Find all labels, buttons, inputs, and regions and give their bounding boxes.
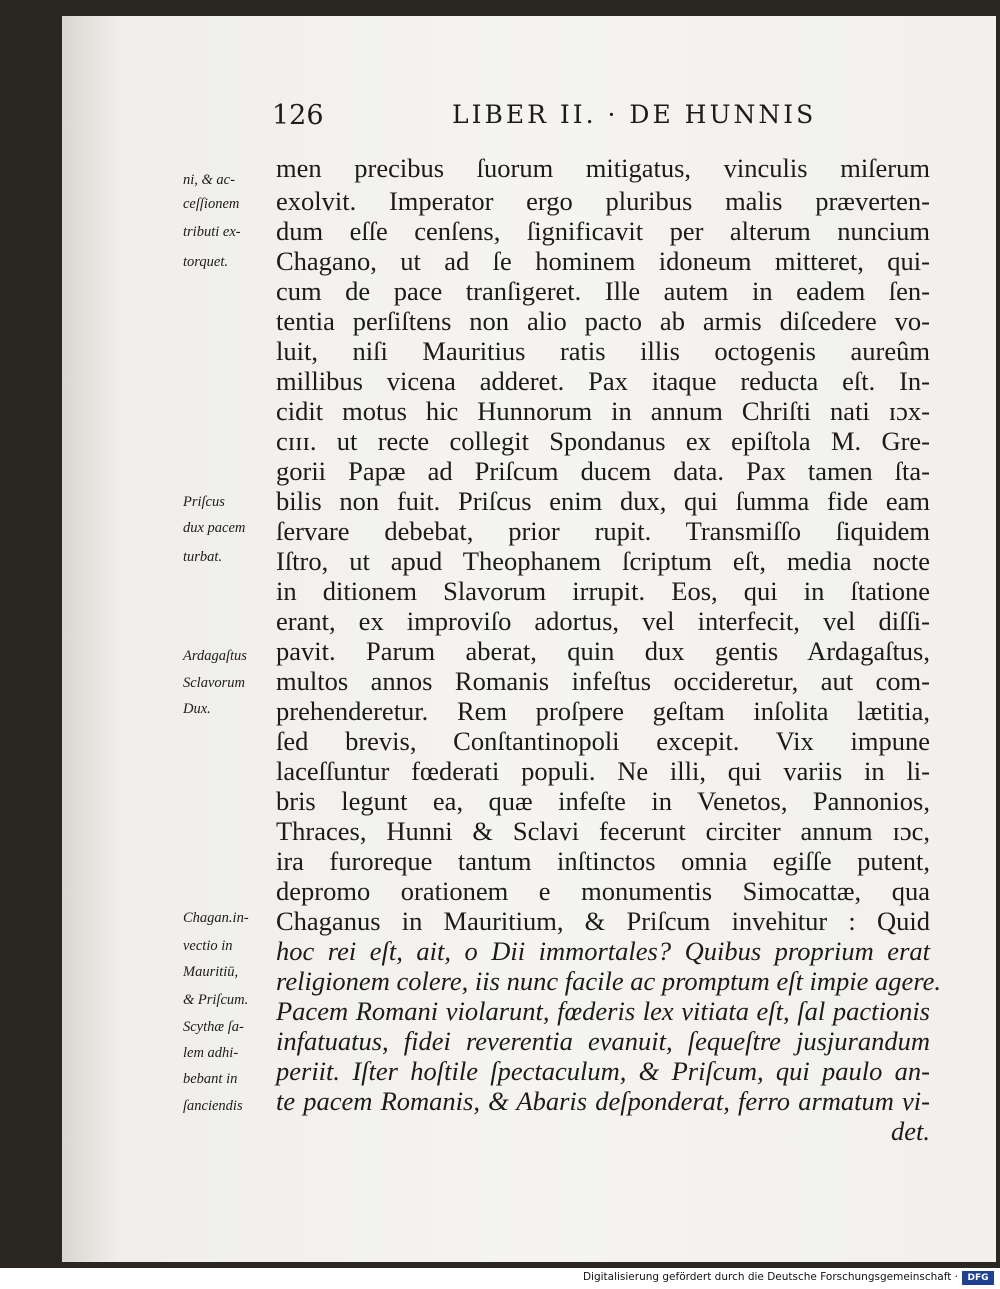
body-line: bris legunt ea, quæ infeſte in Venetos, Pannonios, bbox=[276, 786, 930, 816]
marginal-note: ſanciendis bbox=[183, 1098, 243, 1114]
running-title: LIBER II. · DE HUNNIS bbox=[452, 100, 817, 129]
body-line-italic: religionem colere, iis nunc facile ac promptum eſt impie agere. bbox=[276, 966, 942, 996]
body-line: cum de pace tranſigeret. Ille autem in eadem ſen- bbox=[276, 276, 930, 306]
marginal-note: Scythæ ſa- bbox=[183, 1019, 244, 1035]
body-line: dum eſſe cenſens, ſignificavit per alterum nuncium bbox=[276, 216, 930, 246]
catchword: det. bbox=[891, 1116, 930, 1146]
body-line: Iſtro, ut apud Theophanem ſcriptum eſt, media nocte bbox=[276, 546, 930, 576]
body-line: Chaganus in Mauritium, & Priſcum invehitur : Quid bbox=[276, 906, 930, 936]
marginal-note: Chagan.in- bbox=[183, 910, 249, 926]
body-line: depromo orationem e monumentis Simocattæ, qua bbox=[276, 876, 930, 906]
footer-credit: Digitalisierung gefördert durch die Deutsche Forschungsgemeinschaft · bbox=[582, 1271, 958, 1283]
dfg-logo-icon: DFG bbox=[962, 1271, 994, 1285]
marginal-note: lem adhi- bbox=[183, 1045, 239, 1061]
body-line-italic: Pacem Romani violarunt, fœderis lex vitiata eſt, ſal pactionis bbox=[276, 996, 930, 1026]
marginal-note: Sclavorum bbox=[183, 675, 246, 691]
body-line: prehenderetur. Rem proſpere geſtam inſolita lætitia, bbox=[276, 696, 930, 726]
marginal-note: Priſcus bbox=[183, 494, 225, 510]
marginal-note: torquet. bbox=[183, 254, 228, 270]
body-line: multos annos Romanis infeſtus occideretur, aut com- bbox=[276, 666, 930, 696]
marginal-note: & Priſcum. bbox=[183, 992, 249, 1008]
body-line-italic: infatuatus, fidei reverentia evanuit, ſequeſtre jusjurandum bbox=[276, 1026, 930, 1056]
body-line: in ditionem Slavorum irrupit. Eos, qui in ſtatione bbox=[276, 576, 930, 606]
body-line: ſervare debebat, prior rupit. Transmiſſo ſiquidem bbox=[276, 516, 930, 546]
body-line: men precibus ſuorum mitigatus, vinculis miſerum bbox=[276, 153, 930, 183]
marginal-note: Mauritiū, bbox=[183, 964, 239, 980]
body-line: tentia perſiſtens non alio pacto ab armis diſcedere vo- bbox=[276, 306, 930, 336]
marginal-note: ceſſionem bbox=[183, 196, 240, 212]
body-line: ira furoreque tantum inſtinctos omnia egiſſe putent, bbox=[276, 846, 930, 876]
page-number: 126 bbox=[272, 100, 324, 131]
footer-bar bbox=[0, 1268, 1000, 1289]
body-line-italic: te pacem Romanis, & Abaris deſponderat, ferro armatum vi- bbox=[276, 1086, 930, 1116]
marginal-note: dux pacem bbox=[183, 520, 246, 536]
body-line-italic: periit. Iſter hoſtile ſpectaculum, & Priſcum, qui paulo an- bbox=[276, 1056, 930, 1086]
body-line: ſed brevis, Conſtantinopoli excepit. Vix impune bbox=[276, 726, 930, 756]
body-line: luit, niſi Mauritius ratis illis octogenis aureûm bbox=[276, 336, 930, 366]
body-line: cidit motus hic Hunnorum in annum Chriſti nati ɪɔx- bbox=[276, 396, 930, 426]
marginal-note: ni, & ac- bbox=[183, 172, 235, 188]
body-line-italic: hoc rei eſt, ait, o Dii immortales? Quibus proprium erat bbox=[276, 936, 930, 966]
body-line: Thraces, Hunni & Sclavi fecerunt circiter annum ɪɔc, bbox=[276, 816, 930, 846]
body-line: bilis non fuit. Priſcus enim dux, qui ſumma fide eam bbox=[276, 486, 930, 516]
body-line: pavit. Parum aberat, quin dux gentis Ardagaſtus, bbox=[276, 636, 930, 666]
marginal-note: Ardagaſtus bbox=[183, 648, 247, 664]
body-line: millibus vicena adderet. Pax itaque reducta eſt. In- bbox=[276, 366, 930, 396]
body-line: gorii Papæ ad Priſcum ducem data. Pax tamen ſta- bbox=[276, 456, 930, 486]
marginal-note: bebant in bbox=[183, 1071, 238, 1087]
marginal-note: vectio in bbox=[183, 938, 233, 954]
marginal-note: tributi ex- bbox=[183, 224, 241, 240]
body-line: Chagano, ut ad ſe hominem idoneum mitteret, qui- bbox=[276, 246, 930, 276]
body-line: erant, ex improviſo adortus, vel interfecit, vel diſſi- bbox=[276, 606, 930, 636]
body-line: cɪɪɪ. ut recte collegit Spondanus ex epiſtola M. Gre- bbox=[276, 426, 930, 456]
marginal-note: Dux. bbox=[183, 701, 211, 717]
marginal-note: turbat. bbox=[183, 549, 223, 565]
body-line: exolvit. Imperator ergo pluribus malis præverten- bbox=[276, 186, 930, 216]
body-line: laceſſuntur fœderati populi. Ne illi, qui variis in li- bbox=[276, 756, 930, 786]
